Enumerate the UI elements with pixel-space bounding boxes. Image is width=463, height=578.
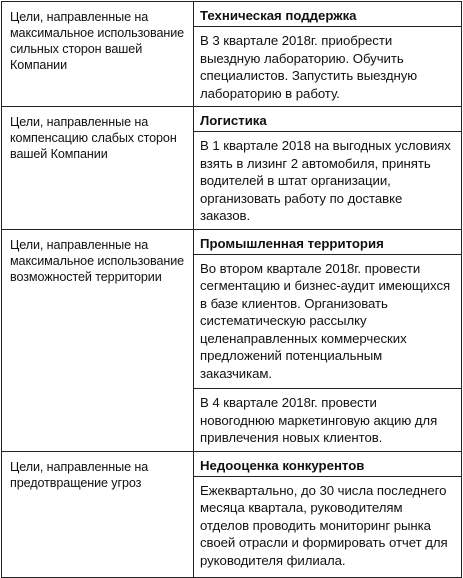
section-paragraph: В 3 квартале 2018г. приобрести выездную лабораторию. Обучить специалистов. Запустить выездную лабораторию в работу.	[200, 33, 418, 101]
section-paragraph: В 1 квартале 2018 на выгодных условиях взять в лизинг 2 автомобиля, принять водителей в штат организации, организовать работу по доставке заказов.	[200, 138, 451, 223]
section-paragraph: Ежеквартально, до 30 числа последнего месяца квартала, руководителям отделов проводить мониторинг рынка своей отрасли и формировать отчет для руководителя филиала.	[200, 482, 448, 568]
goal-category-text: Цели, направленные на компенсацию слабых сторон вашей Компании	[10, 115, 177, 161]
goal-category-cell	[2, 107, 194, 230]
table-row	[2, 451, 462, 577]
goal-category-cell	[2, 229, 194, 451]
goals-table	[1, 1, 462, 578]
goal-category-text: Цели, направленные на максимальное использование сильных сторон вашей Компании	[10, 10, 185, 72]
goal-detail-cell	[194, 107, 462, 230]
goal-category-cell	[2, 2, 194, 107]
section-heading: Недооценка конкурентов	[194, 452, 461, 477]
goal-detail-cell	[194, 229, 462, 451]
section-heading: Логистика	[194, 107, 461, 132]
section-paragraph: В 4 квартале 2018г. провести новогоднюю маркетинговую акцию для привлечения новых клиентов.	[194, 388, 461, 451]
section-heading: Техническая поддержка	[194, 2, 461, 27]
table-row	[2, 107, 462, 230]
section-paragraph: Во втором квартале 2018г. провести сегментацию и бизнес-аудит имеющихся в базе клиентов. Организовать систематическую рассылку целенаправленных коммерческих предложений потенциальным заказчикам.	[200, 260, 451, 381]
goal-category-text: Цели, направленные на предотвращение угроз	[10, 459, 149, 490]
goal-category-cell	[2, 451, 194, 577]
table-row	[2, 229, 462, 451]
goal-category-text: Цели, направленные на максимальное использование возможностей территории	[10, 237, 185, 284]
goal-detail-cell	[194, 2, 462, 107]
table-row	[2, 2, 462, 107]
goal-detail-cell	[194, 451, 462, 577]
section-heading: Промышленная территория	[194, 230, 461, 255]
